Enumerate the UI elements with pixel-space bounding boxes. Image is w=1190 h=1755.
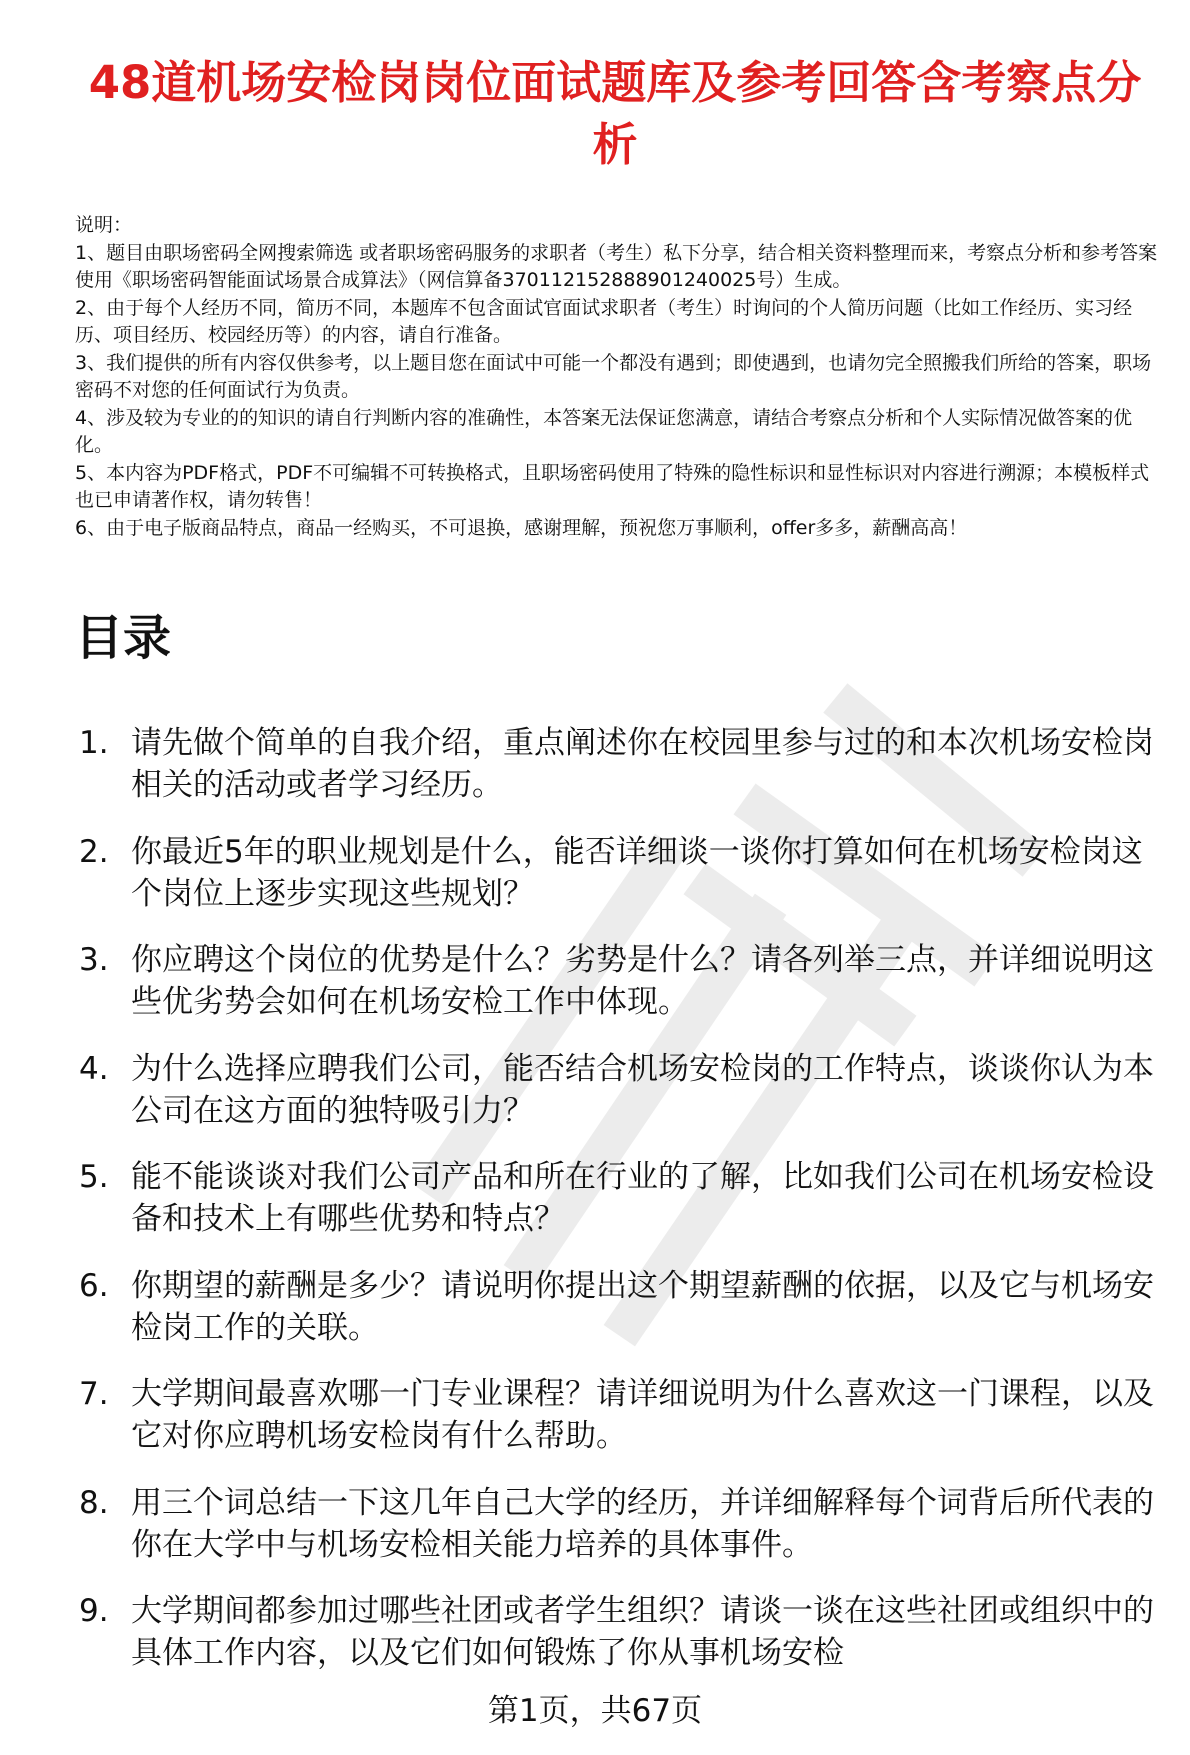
toc-item-text: 大学期间最喜欢哪一门专业课程？请详细说明为什么喜欢这一门课程，以及它对你应聘机场安检岗有什么帮助。: [131, 1376, 1154, 1454]
toc-item[interactable]: [75, 1156, 1170, 1240]
toc-item-number: 3.: [79, 942, 109, 978]
toc-item-text: 大学期间都参加过哪些社团或者学生组织？请谈一谈在这些社团或组织中的具体工作内容，以及它们如何锻炼了你从事机场安检: [131, 1593, 1154, 1671]
toc-item[interactable]: [75, 1373, 1170, 1457]
toc-item-number: 1.: [79, 725, 109, 761]
toc-item[interactable]: [75, 831, 1170, 915]
toc-item-number: 6.: [79, 1267, 109, 1304]
page-footer: 第1页，共67页: [487, 1693, 703, 1729]
notes-heading: 说明：: [75, 214, 133, 236]
toc-item-number: 5.: [79, 1159, 109, 1195]
toc-item-text: 能不能谈谈对我们公司产品和所在行业的了解，比如我们公司在机场安检设备和技术上有哪些优势和特点？: [131, 1159, 1154, 1237]
toc-item-number: 9.: [79, 1593, 109, 1629]
document-title: 48道机场安检岗岗位面试题库及参考回答含考察点分析: [88, 56, 1142, 171]
toc-item-text: 请先做个简单的自我介绍，重点阐述你在校园里参与过的和本次机场安检岗相关的活动或者学习经历。: [131, 725, 1154, 803]
toc-item[interactable]: [75, 722, 1170, 806]
toc-item-text: 你最近5年的职业规划是什么，能否详细谈一谈你打算如何在机场安检岗这个岗位上逐步实现这些规划？: [131, 833, 1143, 912]
toc-item-text: 用三个词总结一下这几年自己大学的经历，并详细解释每个词背后所代表的你在大学中与机场安检相关能力培养的具体事件。: [131, 1484, 1154, 1563]
toc-item-number: 8.: [79, 1484, 109, 1521]
toc-item-text: 你期望的薪酬是多少？请说明你提出这个期望薪酬的依据，以及它与机场安检岗工作的关联。: [131, 1267, 1154, 1346]
toc-item-text: 你应聘这个岗位的优势是什么？劣势是什么？请各列举三点，并详细说明这些优劣势会如何在机场安检工作中体现。: [131, 942, 1154, 1020]
note-item: 6、由于电子版商品特点，商品一经购买，不可退换，感谢理解，预祝您万事顺利，offer多多，薪酬高高！: [75, 516, 968, 539]
toc-item[interactable]: [75, 1265, 1170, 1349]
toc-item[interactable]: [75, 1048, 1170, 1132]
note-item: 2、由于每个人经历不同，简历不同，本题库不包含面试官面试求职者（考生）时询问的个人简历问题（比如工作经历、实习经历、项目经历、校园经历等）的内容，请自行准备。: [75, 296, 1133, 346]
note-item: 4、涉及较为专业的的知识的请自行判断内容的准确性，本答案无法保证您满意，请结合考察点分析和个人实际情况做答案的优化。: [75, 406, 1133, 456]
toc-item[interactable]: [75, 1590, 1170, 1674]
toc-item-number: 4.: [79, 1050, 109, 1087]
disclaimer-notes: [75, 212, 1160, 542]
toc-item[interactable]: [75, 939, 1170, 1023]
toc-heading: 目录: [75, 610, 172, 666]
toc-item-number: 2.: [79, 833, 109, 870]
toc-item[interactable]: [75, 1482, 1170, 1566]
toc-item-number: 7.: [79, 1376, 109, 1412]
table-of-contents: [75, 722, 1170, 1699]
toc-item-text: 为什么选择应聘我们公司，能否结合机场安检岗的工作特点，谈谈你认为本公司在这方面的独特吸引力？: [131, 1050, 1154, 1129]
note-item: 1、题目由职场密码全网搜索筛选 或者职场密码服务的求职者（考生）私下分享，结合相关资料整理而来，考察点分析和参考答案使用《职场密码智能面试场景合成算法》（网信算备370112152888901240025号）生成。: [75, 241, 1158, 291]
note-item: 3、我们提供的所有内容仅供参考，以上题目您在面试中可能一个都没有遇到；即使遇到，也请勿完全照搬我们所给的答案，职场密码不对您的任何面试行为负责。: [75, 351, 1152, 401]
note-item: 5、本内容为PDF格式，PDF不可编辑不可转换格式，且职场密码使用了特殊的隐性标识和显性标识对内容进行溯源；本模板样式也已申请著作权，请勿转售！: [75, 461, 1150, 511]
